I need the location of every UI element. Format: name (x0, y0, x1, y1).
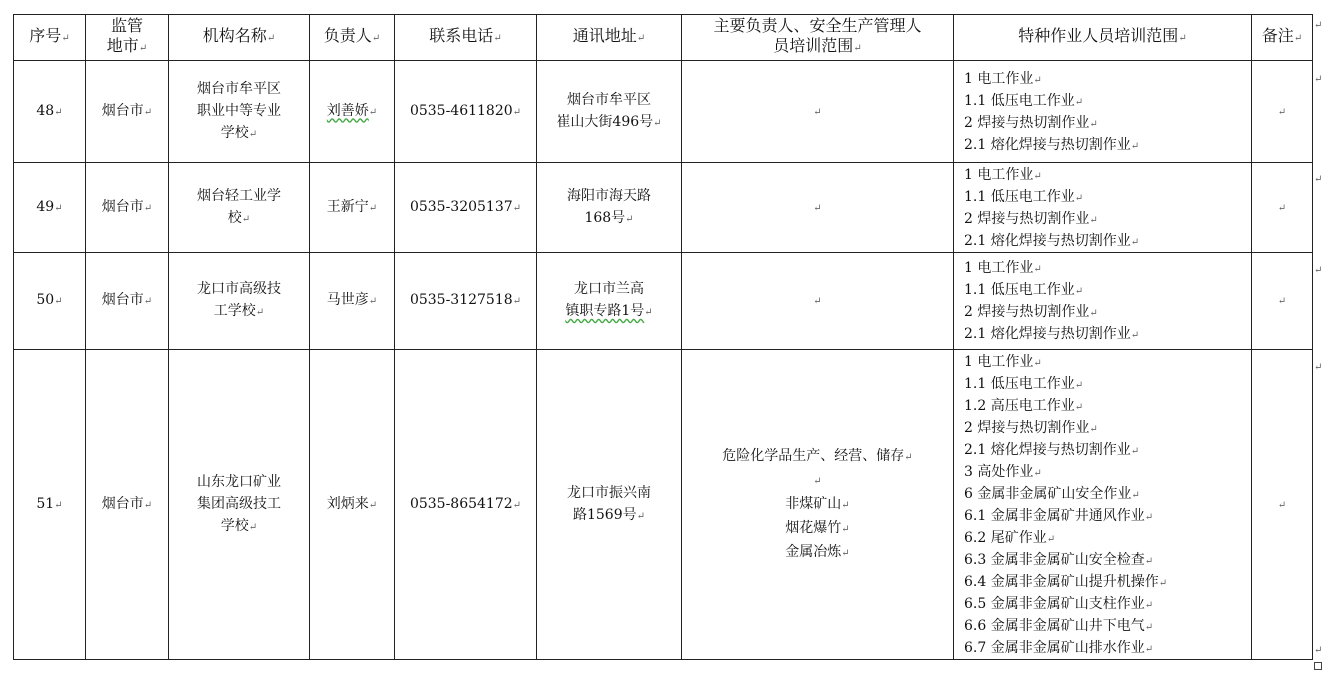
cell-org: 龙口市高级技 工学校↵ (169, 253, 310, 350)
table-row (14, 61, 1313, 163)
scope-item: 6.6 金属非金属矿山井下电气↵ (964, 617, 1154, 634)
scope-item: 6.2 尾矿作业↵ (964, 529, 1056, 546)
scope-item: 6 金属非金属矿山安全作业↵ (964, 485, 1140, 502)
cell-seq: 49↵ (14, 163, 86, 253)
cell-main: ↵ (682, 61, 954, 163)
cell-note: ↵ (1252, 163, 1313, 253)
scope-item: 1 电工作业↵ (964, 70, 1042, 87)
cell-main (682, 350, 954, 660)
table-row (14, 163, 1313, 253)
cell-note: ↵ (1252, 61, 1313, 163)
scope-item: 1.1 低压电工作业↵ (964, 375, 1084, 392)
scope-item: 2 焊接与热切割作业↵ (964, 114, 1098, 131)
cell-org: 烟台轻工业学 校↵ (169, 163, 310, 253)
cell-head: 马世彦↵ (310, 253, 395, 350)
cell-org: 山东龙口矿业 集团高级技工 学校↵ (169, 350, 310, 660)
cell-head: 刘善娇↵ (310, 61, 395, 163)
cell-city: 烟台市↵ (86, 163, 169, 253)
header-head: 负责人↵ (310, 15, 395, 61)
scope-item: 2.1 熔化焊接与热切割作业↵ (964, 326, 1140, 342)
row-end-mark: ↵ (1314, 20, 1323, 31)
scope-item: 1.2 高压电工作业↵ (964, 397, 1084, 414)
cell-main: ↵ (682, 253, 954, 350)
header-phone: 联系电话↵ (395, 15, 537, 61)
document-page (13, 14, 1313, 660)
cell-seq: 50↵ (14, 253, 86, 350)
header-city: 监管 地市↵ (86, 15, 169, 61)
cell-special (954, 61, 1252, 163)
cell-note: ↵ (1252, 253, 1313, 350)
training-institutions-table (13, 14, 1313, 660)
scope-item: 1.1 低压电工作业↵ (964, 188, 1084, 205)
table-resize-handle[interactable] (1314, 662, 1322, 670)
cell-city: 烟台市↵ (86, 253, 169, 350)
main-scope-item: 非煤矿山↵ (785, 495, 850, 512)
scope-item: 6.7 金属非金属矿山排水作业↵ (964, 639, 1154, 656)
scope-item: 1 电工作业↵ (964, 353, 1042, 370)
scope-item: 2.1 熔化焊接与热切割作业↵ (964, 441, 1140, 458)
main-scope-item: 烟花爆竹↵ (785, 519, 850, 536)
scope-item: 3 高处作业↵ (964, 463, 1042, 480)
cell-city: 烟台市↵ (86, 350, 169, 660)
cell-seq: 51↵ (14, 350, 86, 660)
row-end-mark: ↵ (1314, 362, 1323, 373)
cell-special (954, 253, 1252, 350)
scope-item: 1.1 低压电工作业↵ (964, 282, 1084, 298)
cell-addr: 海阳市海天路 168号↵ (537, 163, 682, 253)
scope-item: 6.1 金属非金属矿井通风作业↵ (964, 507, 1154, 524)
row-end-mark: ↵ (1314, 74, 1323, 85)
cell-head: 刘炳来↵ (310, 350, 395, 660)
header-row (14, 15, 1313, 61)
header-addr: 通讯地址↵ (537, 15, 682, 61)
header-note: 备注↵ (1252, 15, 1313, 61)
scope-item: 6.3 金属非金属矿山安全检查↵ (964, 551, 1154, 568)
cell-addr: 龙口市兰高 镇职专路1号↵ (537, 253, 682, 350)
header-seq: 序号↵ (14, 15, 86, 61)
cell-main: ↵ (682, 163, 954, 253)
cell-phone: 0535-4611820↵ (395, 61, 537, 163)
main-scope-item: ↵ (813, 475, 822, 487)
scope-item: 2.1 熔化焊接与热切割作业↵ (964, 232, 1140, 249)
row-end-mark: ↵ (1314, 265, 1323, 276)
scope-item: 2 焊接与热切割作业↵ (964, 304, 1098, 320)
scope-item: 1 电工作业↵ (964, 260, 1042, 276)
row-end-mark: ↵ (1314, 645, 1323, 656)
main-scope-item: 金属冶炼↵ (785, 543, 850, 560)
scope-item: 1.1 低压电工作业↵ (964, 92, 1084, 109)
scope-item: 2 焊接与热切割作业↵ (964, 419, 1098, 436)
cell-phone: 0535-8654172↵ (395, 350, 537, 660)
table-row (14, 253, 1313, 350)
cell-city: 烟台市↵ (86, 61, 169, 163)
scope-item: 1 电工作业↵ (964, 166, 1042, 183)
main-scope-item: 危险化学品生产、经营、储存↵ (722, 447, 913, 464)
scope-item: 2.1 熔化焊接与热切割作业↵ (964, 136, 1140, 153)
row-end-mark: ↵ (1314, 174, 1323, 185)
table-row (14, 350, 1313, 660)
cell-org: 烟台市牟平区 职业中等专业 学校↵ (169, 61, 310, 163)
cell-note: ↵ (1252, 350, 1313, 660)
cell-special (954, 163, 1252, 253)
header-main: 主要负责人、安全生产管理人 员培训范围↵ (682, 15, 954, 61)
cell-addr: 烟台市牟平区 崔山大街496号↵ (537, 61, 682, 163)
cell-head: 王新宁↵ (310, 163, 395, 253)
scope-item: 6.5 金属非金属矿山支柱作业↵ (964, 595, 1154, 612)
cell-special (954, 350, 1252, 660)
cell-phone: 0535-3205137↵ (395, 163, 537, 253)
header-special: 特种作业人员培训范围↵ (954, 15, 1252, 61)
scope-item: 6.4 金属非金属矿山提升机操作↵ (964, 573, 1168, 590)
cell-phone: 0535-3127518↵ (395, 253, 537, 350)
cell-seq: 48↵ (14, 61, 86, 163)
cell-addr: 龙口市振兴南 路1569号↵ (537, 350, 682, 660)
scope-item: 2 焊接与热切割作业↵ (964, 210, 1098, 227)
header-org: 机构名称↵ (169, 15, 310, 61)
